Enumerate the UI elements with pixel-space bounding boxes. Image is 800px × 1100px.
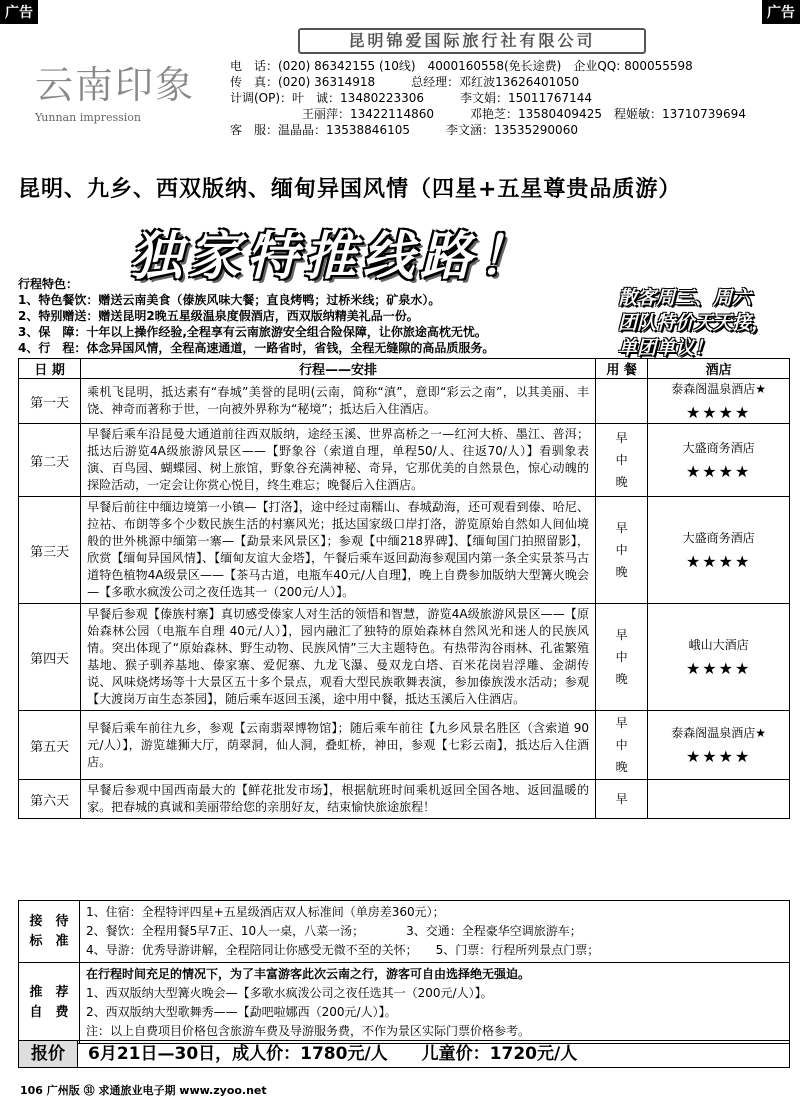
contact-fax: 传 真：(020) 36314918 总经理：邓红波13626401050 [230,75,580,89]
reception-content [80,901,790,963]
recommend-line: 注：以上自费项目价格包含旅游车费及导游服务费，不作为景区实际门票价格参考。 [86,1024,531,1038]
features [18,276,494,356]
hotel-name: 峨山大酒店 [688,638,749,652]
recommend-line: 1、西双版纳大型篝火晚会—【多歌水疯泼公司之夜任选其一（200元/人）】。 [86,986,493,1000]
header-hotel: 酒店 [648,359,790,379]
recommend-content [80,963,790,1044]
day-label: 第三天 [19,497,81,604]
hotel-name: 大盛商务酒店 [682,441,755,455]
logo-subtitle: Yunnan impression [35,111,141,124]
day-meals: 早 [595,780,647,819]
day-label: 第四天 [19,604,81,711]
day-activity: 乘机飞昆明，抵达素有“春城”美誉的昆明(云南，简称“滇”，意即“彩云之南”，以其美丽、丰饶、神奇而著称于世，一向被外界称为“秘境”；抵达后入住酒店。 [81,379,596,424]
hotel-name: 泰森阁温泉酒店★ [671,382,767,396]
reception-line: 1、住宿：全程特评四星+五星级酒店双人标准间（单房差360元）； [86,905,445,919]
header-day: 日 期 [19,359,81,379]
promo-line: 团队特价天天接， [618,312,771,334]
reception-row [19,901,790,963]
day-hotel [648,424,790,497]
day-meals: 早 中 晚 [595,711,647,780]
ad-tag-right: 广告 [762,0,800,24]
day-hotel [648,604,790,711]
itinerary-header-row [19,359,790,379]
day-activity: 早餐后乘车前往九乡，参观【云南翡翠博物馆】；随后乘车前往【九乡风景名胜区（含索道 90元/人）】，游览雄狮大厅，荫翠洞，仙人洞，叠虹桥，神田，参观【七彩云南】，抵达后入住酒店。 [81,711,596,780]
feature-item: 3、保 障：十年以上操作经验,全程享有云南旅游安全组合险保障，让你旅途高枕无忧。 [18,325,487,339]
contact-service: 客 服：温晶晶：13538846105 李文涵：13535290060 [230,123,578,137]
hotel-stars: ★★★★ [685,403,752,422]
hotel-stars: ★★★★ [685,747,752,766]
feature-item: 2、特别赠送：赠送昆明2晚五星级温泉度假酒店，西双版纳精美礼品一份。 [18,309,419,323]
hotel-stars: ★★★★ [685,659,752,678]
day-hotel [648,379,790,424]
itinerary-row [19,379,790,424]
price-text: 6月21日—30日，成人价：1780元/人 儿童价：1720元/人 [88,1044,578,1064]
day-activity: 早餐后参观【傣族村寨】真切感受傣家人对生活的领悟和智慧，游览4A级旅游风景区——【原始森林公园（电瓶车自理 40元/人）】，园内融汇了独特的原始森林自然风光和迷人的民族风情。突出体现了“原始森林、野生动物、民族风情”三大主题特色。有热带沟谷雨林、孔雀繁殖基地、猴子驯养基地、傣家寨、爱伲寨、九龙飞瀑、曼双龙白塔、百米花岗岩浮雕、金湖传说、风味烧烤场等十大景区五十多个景点，观看大型民族歌舞表演，参加傣族泼水活动；参观【大渡岗万亩生态茶园】，随后乘车返回玉溪，途中用中餐，抵达玉溪后入住酒店。 [81,604,596,711]
brand-logo [35,54,195,134]
feature-item: 1、特色餐饮：赠送云南美食（傣族风味大餐；直良烤鸭；过桥米线；矿泉水）。 [18,293,441,307]
itinerary-row [19,604,790,711]
promo-line: 单团单议！ [618,337,714,359]
hotel-stars: ★★★★ [685,552,752,571]
day-meals: 早 中 晚 [595,497,647,604]
hotel-name: 大盛商务酒店 [682,531,755,545]
reception-line: 4、导游：优秀导游讲解，全程陪同让你感受无微不至的关怀； 5、门票：行程所列景点门票； [86,943,600,957]
header [0,24,800,144]
day-hotel [648,780,790,819]
price-label: 报价 [19,1041,78,1067]
contact-phone: 电 话：(020) 86342155 (10线) 4000160558(免长途费) 企业QQ: 800055598 [230,59,693,73]
day-activity: 早餐后乘车沿昆曼大通道前往西双版纳，途经玉溪、世界高桥之一—红河大桥、墨江、普洱；抵达后游览4A级旅游风景区——【野象谷（索道自理，单程50/人、往返70/人）】看驯象表演、百鸟园、蝴蝶园、树上旅馆，野象谷充满神秘、奇异，它那优美的自然景色，惊心动魄的探险活动，一定会让你赏心悦目，终生难忘；晚餐后入住酒店。 [81,424,596,497]
itinerary-table [18,358,790,819]
day-label: 第六天 [19,780,81,819]
recommend-label: 推 荐 自 费 [19,963,80,1044]
day-activity: 早餐后参观中国西南最大的【鲜花批发市场】，根据航班时间乘机返回全国各地、返回温暖的家。把春城的真诚和美丽带给您的亲朋好友，结束愉快旅途旅程！ [81,780,596,819]
logo-script: 云南印象 [35,63,196,107]
promo-line: 散客周三、周六 [618,287,752,309]
day-meals: 早 中 晚 [595,424,647,497]
day-label: 第五天 [19,711,81,780]
header-activity: 行程——安排 [81,359,596,379]
day-meals: 早 中 晚 [595,604,647,711]
contact-ops-1: 计调(OP)：叶 诚：13480223306 李文娟：15011767144 [230,91,593,105]
tour-headline: 昆明、九乡、西双版纳、缅甸异国风情（四星+五星尊贵品质游） [18,177,682,202]
day-activity: 早餐后前往中缅边境第一小镇—【打洛】，途中经过南糯山、春城勐海，还可观看到傣、哈尼、拉祜、布朗等多个少数民族生活的村寨风光；抵达国家级口岸打洛，游览原始自然如人间仙境般的世外桃源中缅第一寨—【勐景来风景区】；参观【中缅218界碑】、【缅甸国门拍照留影】，欣赏【缅甸异国风情】、【缅甸友谊大金塔】，午餐后乘车返回勐海参观国内第一条全实景茶马古道特色植物4A级景区——【茶马古道，电瓶车40元/人自理】，晚上自费参加版纳大型篝火晚会—【多歌水疯泼公司之夜任选其一（200元/人）】。 [81,497,596,604]
price-bar [18,1040,790,1068]
contact-block [230,58,746,138]
day-hotel [648,711,790,780]
hotel-name: 泰森阁温泉酒店★ [671,726,767,740]
day-label: 第一天 [19,379,81,424]
standards-table [18,900,790,1044]
day-label: 第二天 [19,424,81,497]
reception-line: 2、餐饮：全程用餐5早7正、10人一桌，八菜一汤； 3、交通：全程豪华空调旅游车； [86,924,582,938]
feature-item: 4、行 程：体念异国风情，全程高速通道，一路省时，省钱，全程无缝隙的高品质服务。 [18,341,495,355]
page-footer: 106 广州版 ㉛ 求通旅业电子期 www.zyoo.net [20,1084,267,1097]
day-hotel [648,497,790,604]
itinerary-row [19,780,790,819]
ad-tag-left: 广告 [0,0,38,24]
recommend-line: 在行程时间充足的情况下，为了丰富游客此次云南之行，游客可自由选择绝无强迫。 [86,967,531,981]
promo-text [618,286,770,361]
agency-name: 昆明锦爱国际旅行社有限公司 [298,28,646,54]
itinerary-row [19,424,790,497]
day-meals [595,379,647,424]
features-title: 行程特色： [18,277,79,291]
hotel-stars: ★★★★ [685,462,752,481]
recommend-line: 2、西双版纳大型歌舞秀——【勐吧啦娜西（200元/人）】。 [86,1005,397,1019]
header-meal: 用 餐 [595,359,647,379]
contact-ops-2: 王丽萍：13422114860 邓艳芝：13580409425 程姬敏：13710739694 [230,107,746,121]
itinerary-row [19,711,790,780]
itinerary-row [19,497,790,604]
recommend-row [19,963,790,1044]
slogan: 独家特推线路！ [130,227,537,287]
reception-label: 接 待 标 准 [19,901,80,963]
